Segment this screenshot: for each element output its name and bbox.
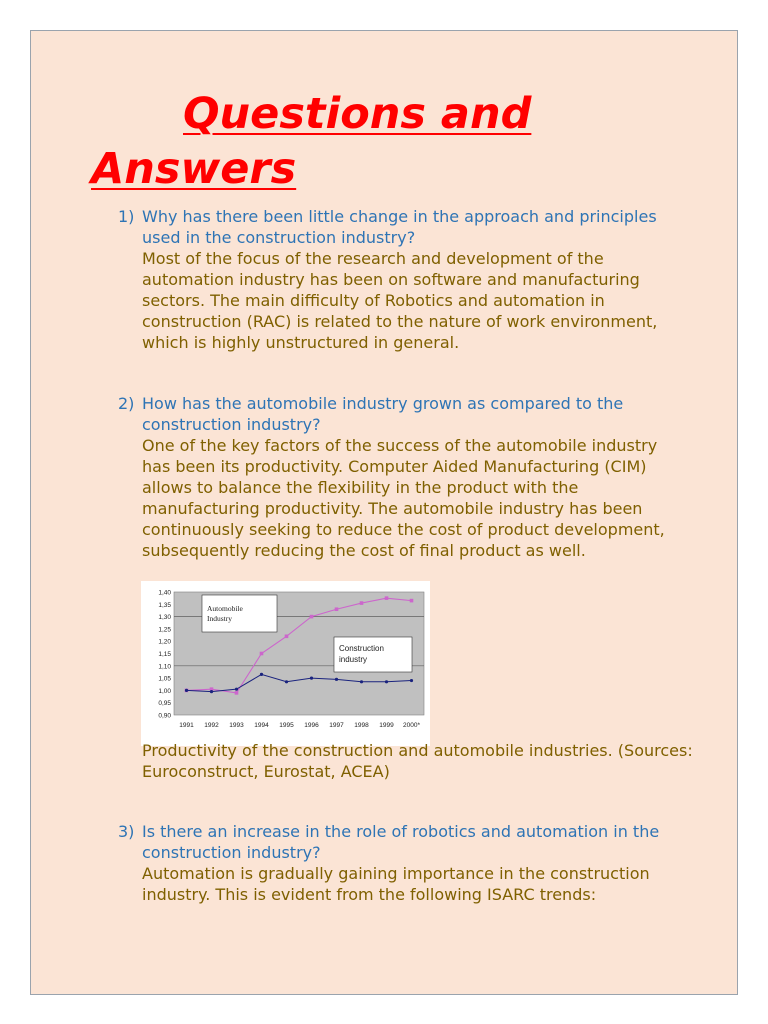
- question-number: 2): [118, 394, 135, 413]
- page-title-line2: Answers: [91, 144, 297, 194]
- data-point: [285, 680, 288, 683]
- y-tick-label: 0,95: [158, 700, 171, 708]
- data-point: [235, 691, 239, 695]
- x-tick-label: 1994: [254, 722, 269, 729]
- data-point: [410, 599, 414, 603]
- y-tick-label: 1,05: [158, 675, 171, 683]
- x-tick-label: 1992: [204, 722, 219, 729]
- x-tick-label: 1998: [354, 722, 369, 729]
- productivity-chart: [141, 581, 430, 746]
- x-tick-label: 1997: [329, 722, 344, 729]
- legend-label-construction: Construction industry: [339, 644, 384, 664]
- answer-text: One of the key factors of the success of the automobile industry has been its productivity. Computer Aided Manufacturing (CIM) allows to balance the flexibility in the product with the manufacturing productivity. The automobile industry has been continuously seeking to reduce the cost of product development, subsequently reducing the cost of final product as well.: [142, 436, 665, 560]
- data-point: [260, 673, 263, 676]
- qa-item-3: [118, 821, 678, 905]
- data-point: [310, 615, 314, 619]
- x-tick-label: 1991: [179, 722, 194, 729]
- y-tick-label: 1,20: [158, 638, 171, 646]
- qa-item-1: [118, 206, 678, 353]
- data-point: [310, 677, 313, 680]
- question-number: 1): [118, 207, 135, 226]
- data-point: [285, 634, 289, 638]
- data-point: [210, 690, 213, 693]
- question-number: 3): [118, 822, 135, 841]
- answer-text: Automation is gradually gaining importance in the construction industry. This is evident from the following ISARC trends:: [142, 864, 650, 904]
- data-point: [385, 596, 389, 600]
- question-text: Is there an increase in the role of robotics and automation in the construction industry?: [142, 822, 660, 862]
- data-point: [335, 678, 338, 681]
- data-point: [235, 688, 238, 691]
- x-tick-label: 1993: [229, 722, 244, 729]
- data-point: [335, 607, 339, 611]
- y-tick-label: 1,25: [158, 626, 171, 634]
- y-tick-label: 1,40: [158, 589, 171, 597]
- qa-item-2: [118, 393, 678, 561]
- y-tick-label: 1,35: [158, 601, 171, 609]
- answer-text: Most of the focus of the research and development of the automation industry has been on software and manufacturing sectors. The main difficulty of Robotics and automation in construction (RAC) is related to the nature of work environment, which is highly unstructured in general.: [142, 249, 658, 352]
- page-title-line1: Questions and: [183, 89, 532, 139]
- x-tick-label: 1995: [279, 722, 294, 729]
- y-tick-label: 1,00: [158, 687, 171, 695]
- y-tick-label: 1,10: [158, 663, 171, 671]
- chart-caption: Productivity of the construction and automobile industries. (Sources: Euroconstruct, Eurostat, ACEA): [142, 741, 693, 781]
- data-point: [360, 680, 363, 683]
- legend-label-automobile: Automobile Industry: [207, 604, 243, 623]
- data-point: [385, 680, 388, 683]
- x-tick-label: 2000*: [403, 722, 420, 729]
- data-point: [410, 679, 413, 682]
- x-tick-label: 1996: [304, 722, 319, 729]
- data-point: [360, 601, 364, 605]
- data-point: [260, 652, 264, 656]
- question-text: How has the automobile industry grown as compared to the construction industry?: [142, 394, 624, 434]
- document-page: [30, 30, 738, 995]
- data-point: [185, 689, 188, 692]
- y-tick-label: 0,90: [158, 712, 171, 720]
- y-tick-label: 1,15: [158, 651, 171, 658]
- y-tick-label: 1,30: [158, 614, 171, 622]
- x-tick-label: 1999: [379, 722, 394, 729]
- question-text: Why has there been little change in the approach and principles used in the construction industry?: [142, 207, 657, 247]
